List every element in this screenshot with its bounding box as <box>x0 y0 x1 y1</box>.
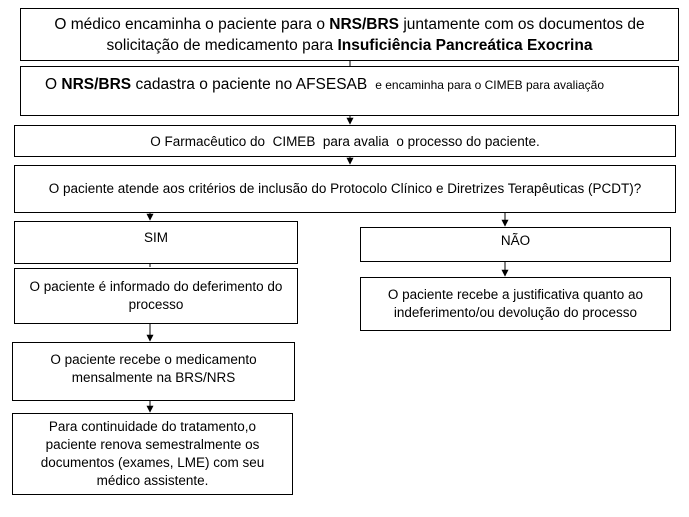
step-approval-box <box>14 268 298 324</box>
step-renewal-text: Para continuidade do tratamento,o paciente renova semestralmente os documentos (exames, LME) com seu médico assistente. <box>40 419 265 488</box>
step-referral-bold2: Insuficiência Pancreática Exocrina <box>337 36 593 54</box>
step-referral-part1: O médico encaminha o paciente para o <box>54 15 330 33</box>
step-rejection-box <box>360 277 671 331</box>
step-evaluation-text: O Farmacêutico do CIMEB para avalia o processo do paciente. <box>150 133 540 149</box>
branch-no-label: NÃO <box>500 233 531 248</box>
step-registration-part2: cadastra o paciente no AFSESAB <box>131 76 368 93</box>
step-approval-text: O paciente é informado do deferimento do processo <box>29 279 283 312</box>
step-registration-part1: O <box>45 76 62 93</box>
decision-criteria-box <box>14 165 676 213</box>
step-dispense-box <box>12 342 295 401</box>
branch-yes-box <box>14 221 298 264</box>
step-registration-box <box>20 66 679 116</box>
branch-yes-label: SIM <box>143 230 168 245</box>
step-evaluation-box <box>14 125 676 157</box>
step-referral-bold1: NRS/BRS <box>329 15 400 33</box>
step-referral-part2: juntamente com os documentos de solicitação de medicamento para <box>106 15 645 54</box>
step-registration-small: e encaminha para o CIMEB para avaliação <box>375 78 605 92</box>
step-renewal-box <box>12 413 293 495</box>
step-registration-main <box>45 76 367 94</box>
step-rejection-text: O paciente recebe a justificativa quanto ao indeferimento/ou devolução do processo <box>387 287 644 320</box>
decision-criteria-text: O paciente atende aos critérios de inclusão do Protocolo Clínico e Diretrizes Terapêuticas (PCDT)? <box>48 181 642 196</box>
step-registration-bold1: NRS/BRS <box>61 76 132 93</box>
step-referral-text <box>21 14 678 56</box>
step-referral-box <box>20 8 679 61</box>
step-dispense-text: O paciente recebe o medicamento mensalmente na BRS/NRS <box>50 352 257 385</box>
branch-no-box <box>360 227 671 262</box>
